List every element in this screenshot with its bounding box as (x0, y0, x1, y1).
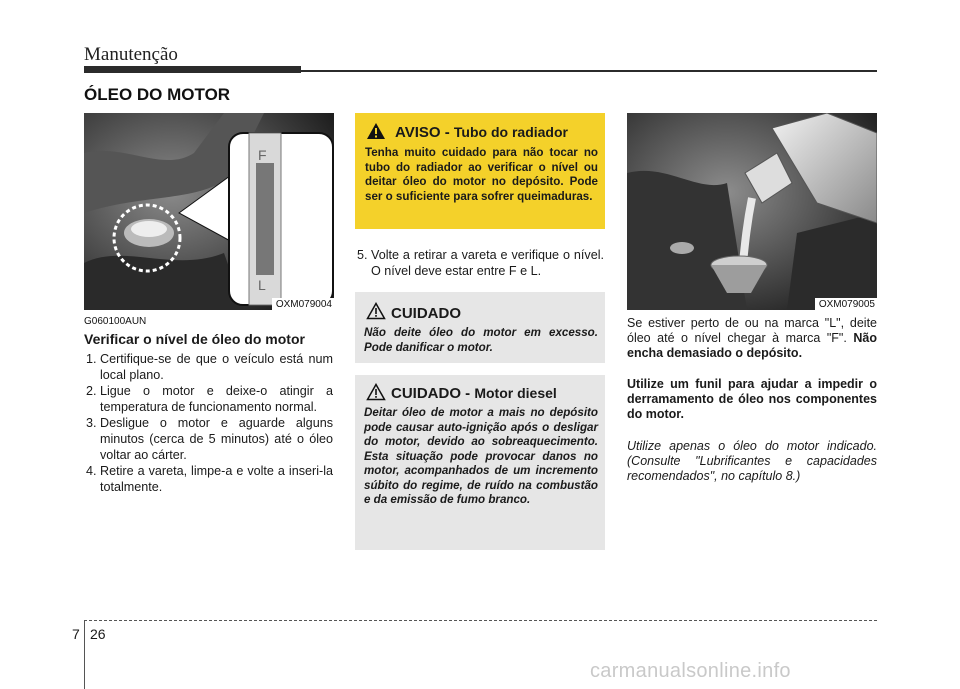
section-title: ÓLEO DO MOTOR (84, 85, 231, 104)
step-2: 2. Ligue o motor e deixe-o atingir a temperatura de funcionamento normal. (86, 384, 333, 414)
caution-diesel-box (355, 375, 605, 550)
header-rule (301, 70, 877, 72)
photo-caption: OXM079004 (272, 298, 334, 310)
dipstick-photo (84, 113, 334, 310)
instruction-emphasis: Não encha demasiado o depósito. (627, 331, 877, 360)
instruction-text: Se estiver perto de ou na marca "L", deite óleo até o nível chegar à marca "F". (627, 316, 877, 345)
oil-note-paragraph: Utilize apenas o óleo do motor indicado. (Consulte "Lubrificantes e capacidades recomendados", no capítulo 8.) (627, 439, 877, 483)
page-number: 26 (90, 626, 106, 642)
steps-list-continued (357, 247, 604, 279)
section-code: G060100AUN (84, 316, 147, 327)
caution-icon (366, 302, 386, 320)
chapter-number: 7 (72, 626, 80, 642)
warning-icon (366, 122, 386, 140)
header-bar (84, 66, 301, 73)
step-1: 1. Certifique-se de que o veículo está num local plano. (86, 352, 333, 382)
steps-list (86, 351, 333, 495)
step-3: 3. Desligue o motor e aguarde alguns minutos (cerca de 5 minutos) até o óleo voltar ao cárter. (86, 416, 333, 462)
caution-box (355, 292, 605, 363)
step-5: 5. Volte a retirar a vareta e verifique o nível. O nível deve estar entre F e L. (357, 248, 604, 278)
warning-box (355, 113, 605, 229)
oil-filling-illustration (627, 113, 877, 310)
photo-caption: OXM079005 (815, 298, 877, 310)
caution-text: Não deite óleo do motor em excesso. Pode danificar o motor. (364, 326, 598, 354)
warning-text: Tenha muito cuidado para não tocar no tubo do radiador ao verificar o nível ou deitar óleo do motor no depósito. Pode ser o suficiente para sofrer queimaduras. (365, 146, 598, 203)
funnel-paragraph: Utilize um funil para ajudar a impedir o derramamento de óleo nos componentes do motor. (627, 377, 877, 421)
footer-rule (84, 620, 877, 621)
step-4: 4. Retire a vareta, limpe-a e volte a inseri-la totalmente. (86, 464, 333, 494)
dipstick-illustration (84, 113, 334, 310)
oil-filling-photo (627, 113, 877, 310)
page-header-title: Manutenção (84, 44, 178, 65)
warning-title: AVISO - Tubo do radiador (395, 124, 568, 141)
svg-text:L: L (258, 277, 266, 293)
svg-text:F: F (258, 147, 267, 163)
caution-icon (366, 383, 386, 401)
instruction-paragraph (627, 316, 877, 361)
footer-divider (84, 620, 85, 689)
watermark: carmanualsonline.info (590, 660, 791, 682)
subheading: Verificar o nível de óleo do motor (84, 331, 305, 347)
caution-title: CUIDADO (391, 305, 461, 322)
caution-diesel-title: CUIDADO - Motor diesel (391, 385, 557, 402)
caution-diesel-text: Deitar óleo de motor a mais no depósito pode causar auto-ignição após o desligar do motor, devido ao sobreaquecimento. Esta situação pode provocar danos no motor, acompanhados de um incremento súbito do regime, de ruído na combustão e da emissão de fumo branco. (364, 406, 598, 506)
